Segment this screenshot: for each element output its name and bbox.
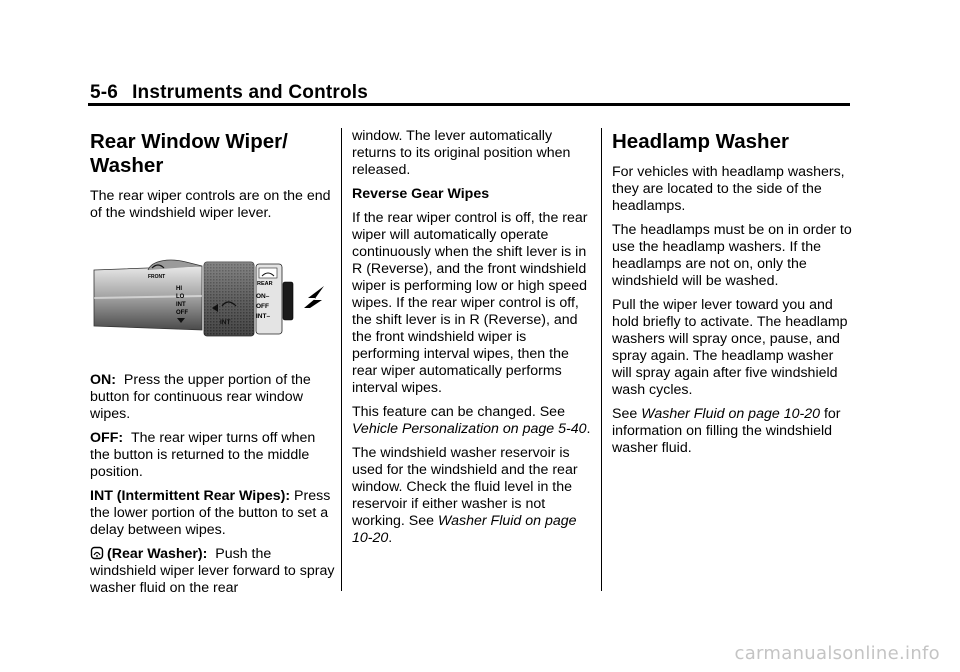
column-1: [90, 128, 335, 604]
headlamp-on-paragraph: The headlamps must be on in order to use the headlamp washers. If the headlamps are not on, only the windshield will be washed.: [612, 222, 852, 289]
int-description: [90, 488, 335, 539]
washer-label: (Rear Washer):: [107, 546, 208, 562]
vehicle-personalization-link[interactable]: Vehicle Personalization on page 5-40: [352, 421, 587, 437]
rear-wiper-intro: The rear wiper controls are on the end of the windshield wiper lever.: [90, 188, 331, 221]
column-divider-1: [341, 128, 342, 591]
label-int-rear: INT–: [256, 313, 271, 320]
column-2: [352, 128, 592, 554]
wiper-lever-illustration: [90, 252, 326, 344]
label-int-ring: INT: [220, 319, 231, 326]
label-hi: HI: [176, 286, 182, 292]
reservoir-paragraph: [352, 445, 592, 547]
wiper-lever-svg: [90, 252, 326, 344]
label-lo: LO: [176, 294, 185, 300]
section-title: Instruments and Controls: [132, 82, 369, 103]
rear-washer-icon: [90, 546, 104, 560]
see-text: See: [612, 406, 638, 422]
feature-change-paragraph: [352, 404, 592, 438]
column-divider-2: [601, 128, 602, 591]
on-label: ON:: [90, 372, 117, 388]
on-description: [90, 372, 335, 423]
running-head: [90, 82, 368, 104]
headlamp-see-paragraph: [612, 406, 852, 457]
headlamp-washer-heading: Headlamp Washer: [612, 130, 789, 153]
reverse-gear-paragraph: If the rear wiper control is off, the rear wiper will automatically operate continuously when the shift lever is in R (Reverse), and the front windshield wiper is performing low or high speed wipes. If the rear wiper control is off, the shift lever is in R (Reverse), and the front windshield wiper is performing interval wipes, then the rear wiper automatically performs interval wipes.: [352, 210, 588, 396]
washer-fluid-link-1[interactable]: Washer Fluid on page 10-20: [352, 513, 577, 546]
pointer-arrow-icon: [304, 286, 324, 312]
off-text: The rear wiper turns off when the button is returned to the middle position.: [90, 430, 316, 480]
label-rear: REAR: [257, 281, 273, 287]
label-front: FRONT: [148, 274, 166, 280]
header-rule: [88, 103, 850, 106]
washer-text: Push the windshield wiper lever forward to spray washer fluid on the rear: [90, 546, 335, 596]
label-on: ON–: [256, 293, 270, 300]
label-off-front: OFF: [176, 310, 188, 316]
rear-rocker-button: [283, 282, 293, 320]
watermark: carmanualsonline.info: [734, 643, 940, 664]
feature-change-end: .: [586, 421, 591, 437]
column-3: [612, 128, 852, 464]
feature-change-text: This feature can be changed. See: [352, 404, 565, 420]
label-off: OFF: [256, 303, 269, 310]
int-label: INT (Intermittent Rear Wipes):: [90, 488, 291, 504]
reservoir-end: .: [388, 530, 393, 546]
int-text: Press the lower portion of the button to set a delay between wipes.: [90, 488, 331, 538]
label-int-front: INT: [176, 302, 186, 308]
rear-wiper-heading: Rear Window Wiper/ Washer: [90, 130, 288, 177]
headlamp-activate-paragraph: Pull the wiper lever toward you and hold briefly to activate. The headlamp washers will spray once, pause, and spray again. The headlamp washer will spray again after five windshield wash cycles.: [612, 297, 848, 398]
off-description: [90, 430, 335, 481]
headlamp-location-paragraph: For vehicles with headlamp washers, they are located to the side of the headlamps.: [612, 164, 845, 214]
reservoir-text: The windshield washer reservoir is used for the windshield and the rear window. Check the fluid level in the reservoir if either washer is not working. See: [352, 445, 578, 529]
reverse-gear-wipes-subheading: Reverse Gear Wipes: [352, 186, 490, 202]
lever-returns-paragraph: window. The lever automatically returns to its original position when released.: [352, 128, 571, 178]
on-text: Press the upper portion of the button for continuous rear window wipes.: [90, 372, 311, 422]
filling-text: for information on filling the windshield washer fluid.: [612, 406, 841, 456]
washer-fluid-link-2[interactable]: Washer Fluid on page 10-20: [641, 406, 820, 422]
off-label: OFF:: [90, 430, 124, 446]
page-number: 5-6: [90, 82, 119, 103]
washer-description: [90, 546, 335, 597]
